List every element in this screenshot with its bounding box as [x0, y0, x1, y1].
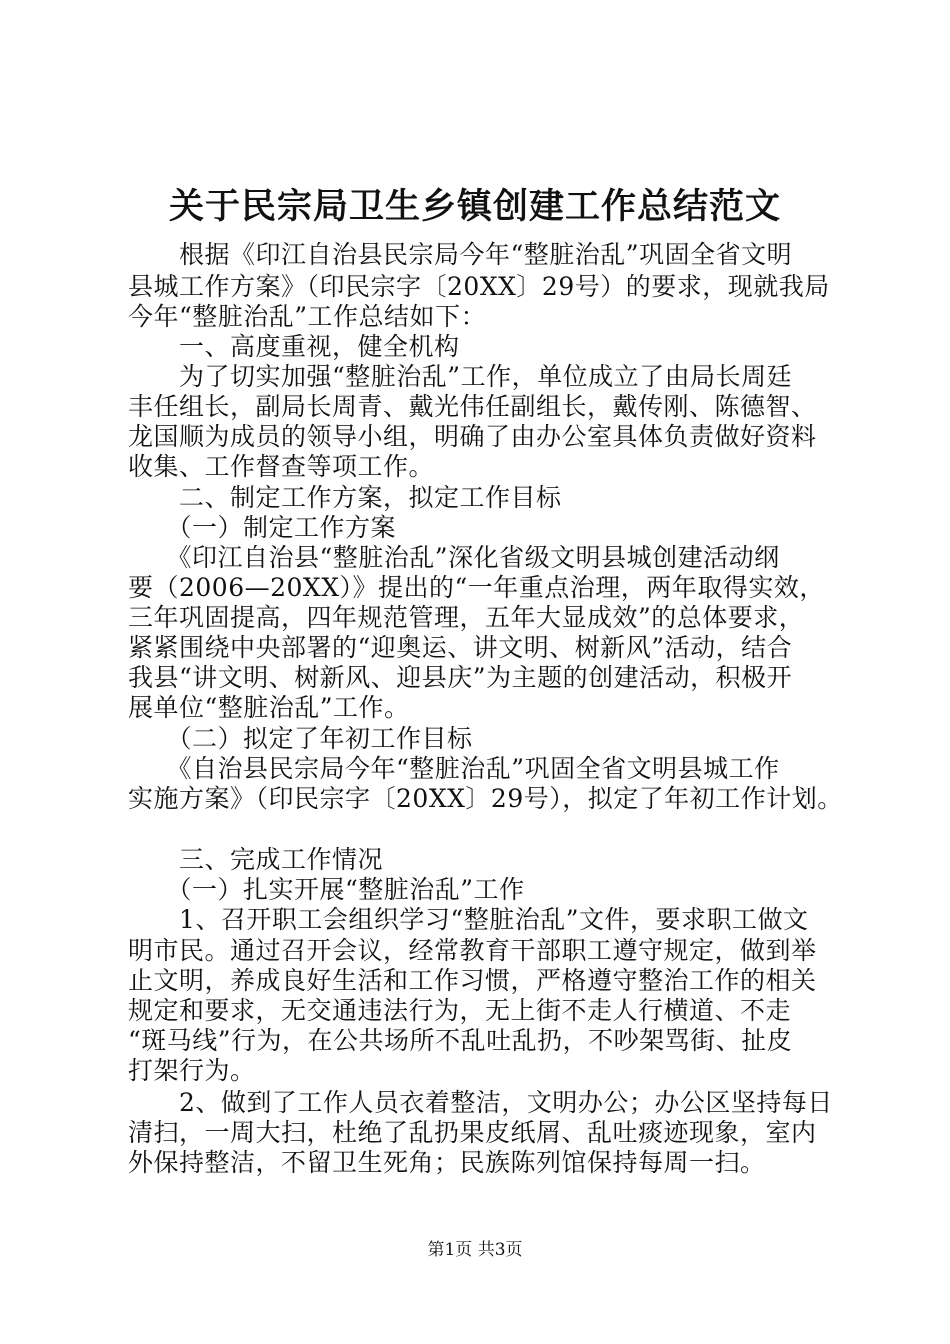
paragraph-line: 1、召开职工会组织学习“整脏治乱”文件，要求职工做文	[128, 905, 809, 934]
paragraph-line: 为了切实加强“整脏治乱”工作，单位成立了由局长周廷	[128, 362, 793, 391]
section-heading: 一、高度重视，健全机构	[128, 332, 460, 361]
subsection-heading: （二）拟定了年初工作目标	[128, 724, 473, 753]
paragraph-line: “斑马线”行为，在公共场所不乱吐乱扔，不吵架骂街、扯皮	[128, 1026, 793, 1055]
paragraph-line: 丰任组长，副局长周青、戴光伟任副组长，戴传刚、陈德智、	[128, 392, 817, 421]
paragraph-line: 根据《印江自治县民宗局今年“整脏治乱”巩固全省文明	[128, 240, 793, 269]
paragraph-line: 止文明，养成良好生活和工作习惯，严格遵守整治工作的相关	[128, 966, 817, 995]
paragraph-line: 清扫，一周大扫，杜绝了乱扔果皮纸屑、乱吐痰迹现象，室内	[128, 1118, 817, 1147]
paragraph-line: 《印江自治县“整脏治乱”深化省级文明县城创建活动纲	[128, 543, 780, 572]
paragraph-line: 今年“整脏治乱”工作总结如下：	[128, 302, 487, 331]
page-number: 第1页 共3页	[427, 1240, 523, 1260]
paragraph-line: 龙国顺为成员的领导小组，明确了由办公室具体负责做好资料	[128, 422, 817, 451]
subsection-heading: （一）制定工作方案	[128, 513, 397, 542]
paragraph-line: 明市民。通过召开会议，经常教育干部职工遵守规定，做到举	[128, 936, 817, 965]
subsection-heading: （一）扎实开展“整脏治乱”工作	[128, 875, 525, 904]
paragraph-line: 收集、工作督查等项工作。	[128, 452, 435, 481]
section-heading: 二、制定工作方案，拟定工作目标	[128, 483, 562, 512]
paragraph-line: 外保持整洁，不留卫生死角；民族陈列馆保持每周一扫。	[128, 1148, 766, 1177]
paragraph-line: 《自治县民宗局今年“整脏治乱”巩固全省文明县城工作	[128, 754, 780, 783]
paragraph-line: 紧紧围绕中央部署的“迎奥运、讲文明、树新风”活动，结合	[128, 633, 793, 662]
section-heading: 三、完成工作情况	[128, 845, 384, 874]
paragraph-line: 实施方案》（印民宗字〔20XX〕29号），拟定了年初工作计划。	[128, 784, 843, 813]
paragraph-line: 2、做到了工作人员衣着整洁，文明办公；办公区坚持每日	[128, 1088, 833, 1117]
paragraph-line: 规定和要求，无交通违法行为，无上街不走人行横道、不走	[128, 996, 792, 1025]
paragraph-line: 展单位“整脏治乱”工作。	[128, 693, 410, 722]
paragraph-line: 县城工作方案》（印民宗字〔20XX〕29号）的要求，现就我局	[128, 272, 830, 301]
document-title: 关于民宗局卫生乡镇创建工作总结范文	[168, 186, 781, 227]
paragraph-line: 我县“讲文明、树新风、迎县庆”为主题的创建活动，积极开	[128, 663, 793, 692]
paragraph-line: 要（2006—20XX）》提出的“一年重点治理，两年取得实效，	[128, 573, 825, 602]
paragraph-line: 打架行为。	[128, 1056, 256, 1085]
paragraph-line: 三年巩固提高，四年规范管理，五年大显成效”的总体要求，	[128, 603, 805, 632]
